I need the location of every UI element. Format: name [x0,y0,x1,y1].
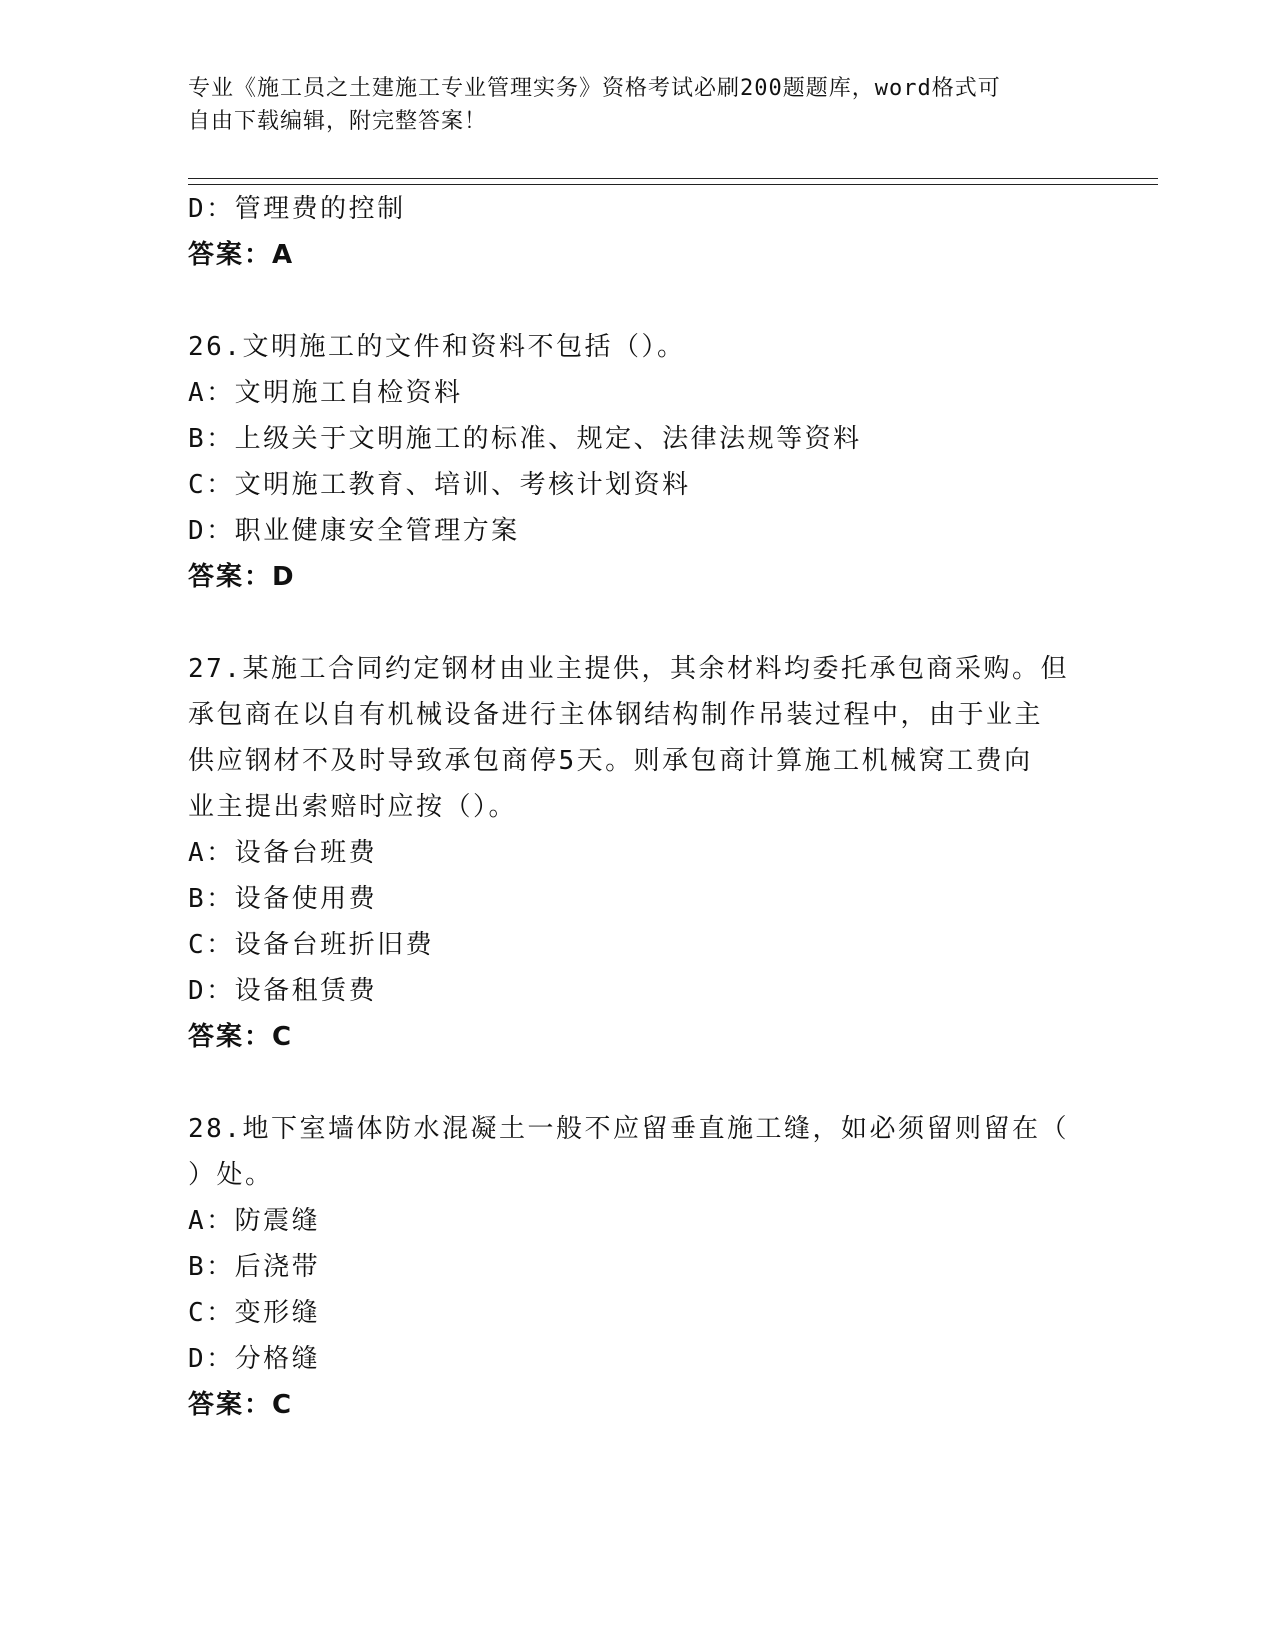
option-d: D：管理费的控制 [188,194,406,224]
option-b: B：后浇带 [188,1252,321,1282]
document-header [188,72,1068,138]
spacer [188,1060,1088,1106]
option-c: C：设备台班折旧费 [188,930,435,960]
option-b: B：上级关于文明施工的标准、规定、法律法规等资料 [188,424,862,454]
option-d: D：设备租赁费 [188,976,378,1006]
option-c: C：文明施工教育、培训、考核计划资料 [188,470,691,500]
header-divider [188,178,1158,185]
answer-line: 答案：C [188,1022,294,1052]
option-c: C：变形缝 [188,1298,321,1328]
question-stem-line-2: ）处。 [188,1160,274,1190]
question-stem-line-4: 业主提出索赔时应按（）。 [188,792,518,822]
question-stem: 26.文明施工的文件和资料不包括（）。 [188,332,686,362]
question-28 [188,1106,1088,1428]
question-list [188,186,1088,1428]
question-stem-line-1: 28.地下室墙体防水混凝土一般不应留垂直施工缝，如必须留则留在（ [188,1114,1069,1144]
option-a: A：设备台班费 [188,838,378,868]
answer-line: 答案：D [188,562,296,592]
header-line-1: 专业《施工员之土建施工专业管理实务》资格考试必刷200题题库，word格式可 [188,76,1001,101]
answer-line: 答案：C [188,1390,294,1420]
question-stem-line-2: 承包商在以自有机械设备进行主体钢结构制作吊装过程中，由于业主 [188,700,1044,730]
spacer [188,600,1088,646]
question-stem-line-3: 供应钢材不及时导致承包商停5天。则承包商计算施工机械窝工费向 [188,746,1033,776]
answer-line: 答案：A [188,240,295,270]
question-27 [188,646,1088,1060]
carryover-question [188,186,1088,278]
option-a: A：防震缝 [188,1206,321,1236]
option-a: A：文明施工自检资料 [188,378,463,408]
option-d: D：分格缝 [188,1344,321,1374]
spacer [188,278,1088,324]
question-26 [188,324,1088,600]
option-d: D：职业健康安全管理方案 [188,516,520,546]
question-stem-line-1: 27.某施工合同约定钢材由业主提供，其余材料均委托承包商采购。但 [188,654,1069,684]
header-line-2: 自由下载编辑，附完整答案！ [188,109,488,134]
option-b: B：设备使用费 [188,884,378,914]
